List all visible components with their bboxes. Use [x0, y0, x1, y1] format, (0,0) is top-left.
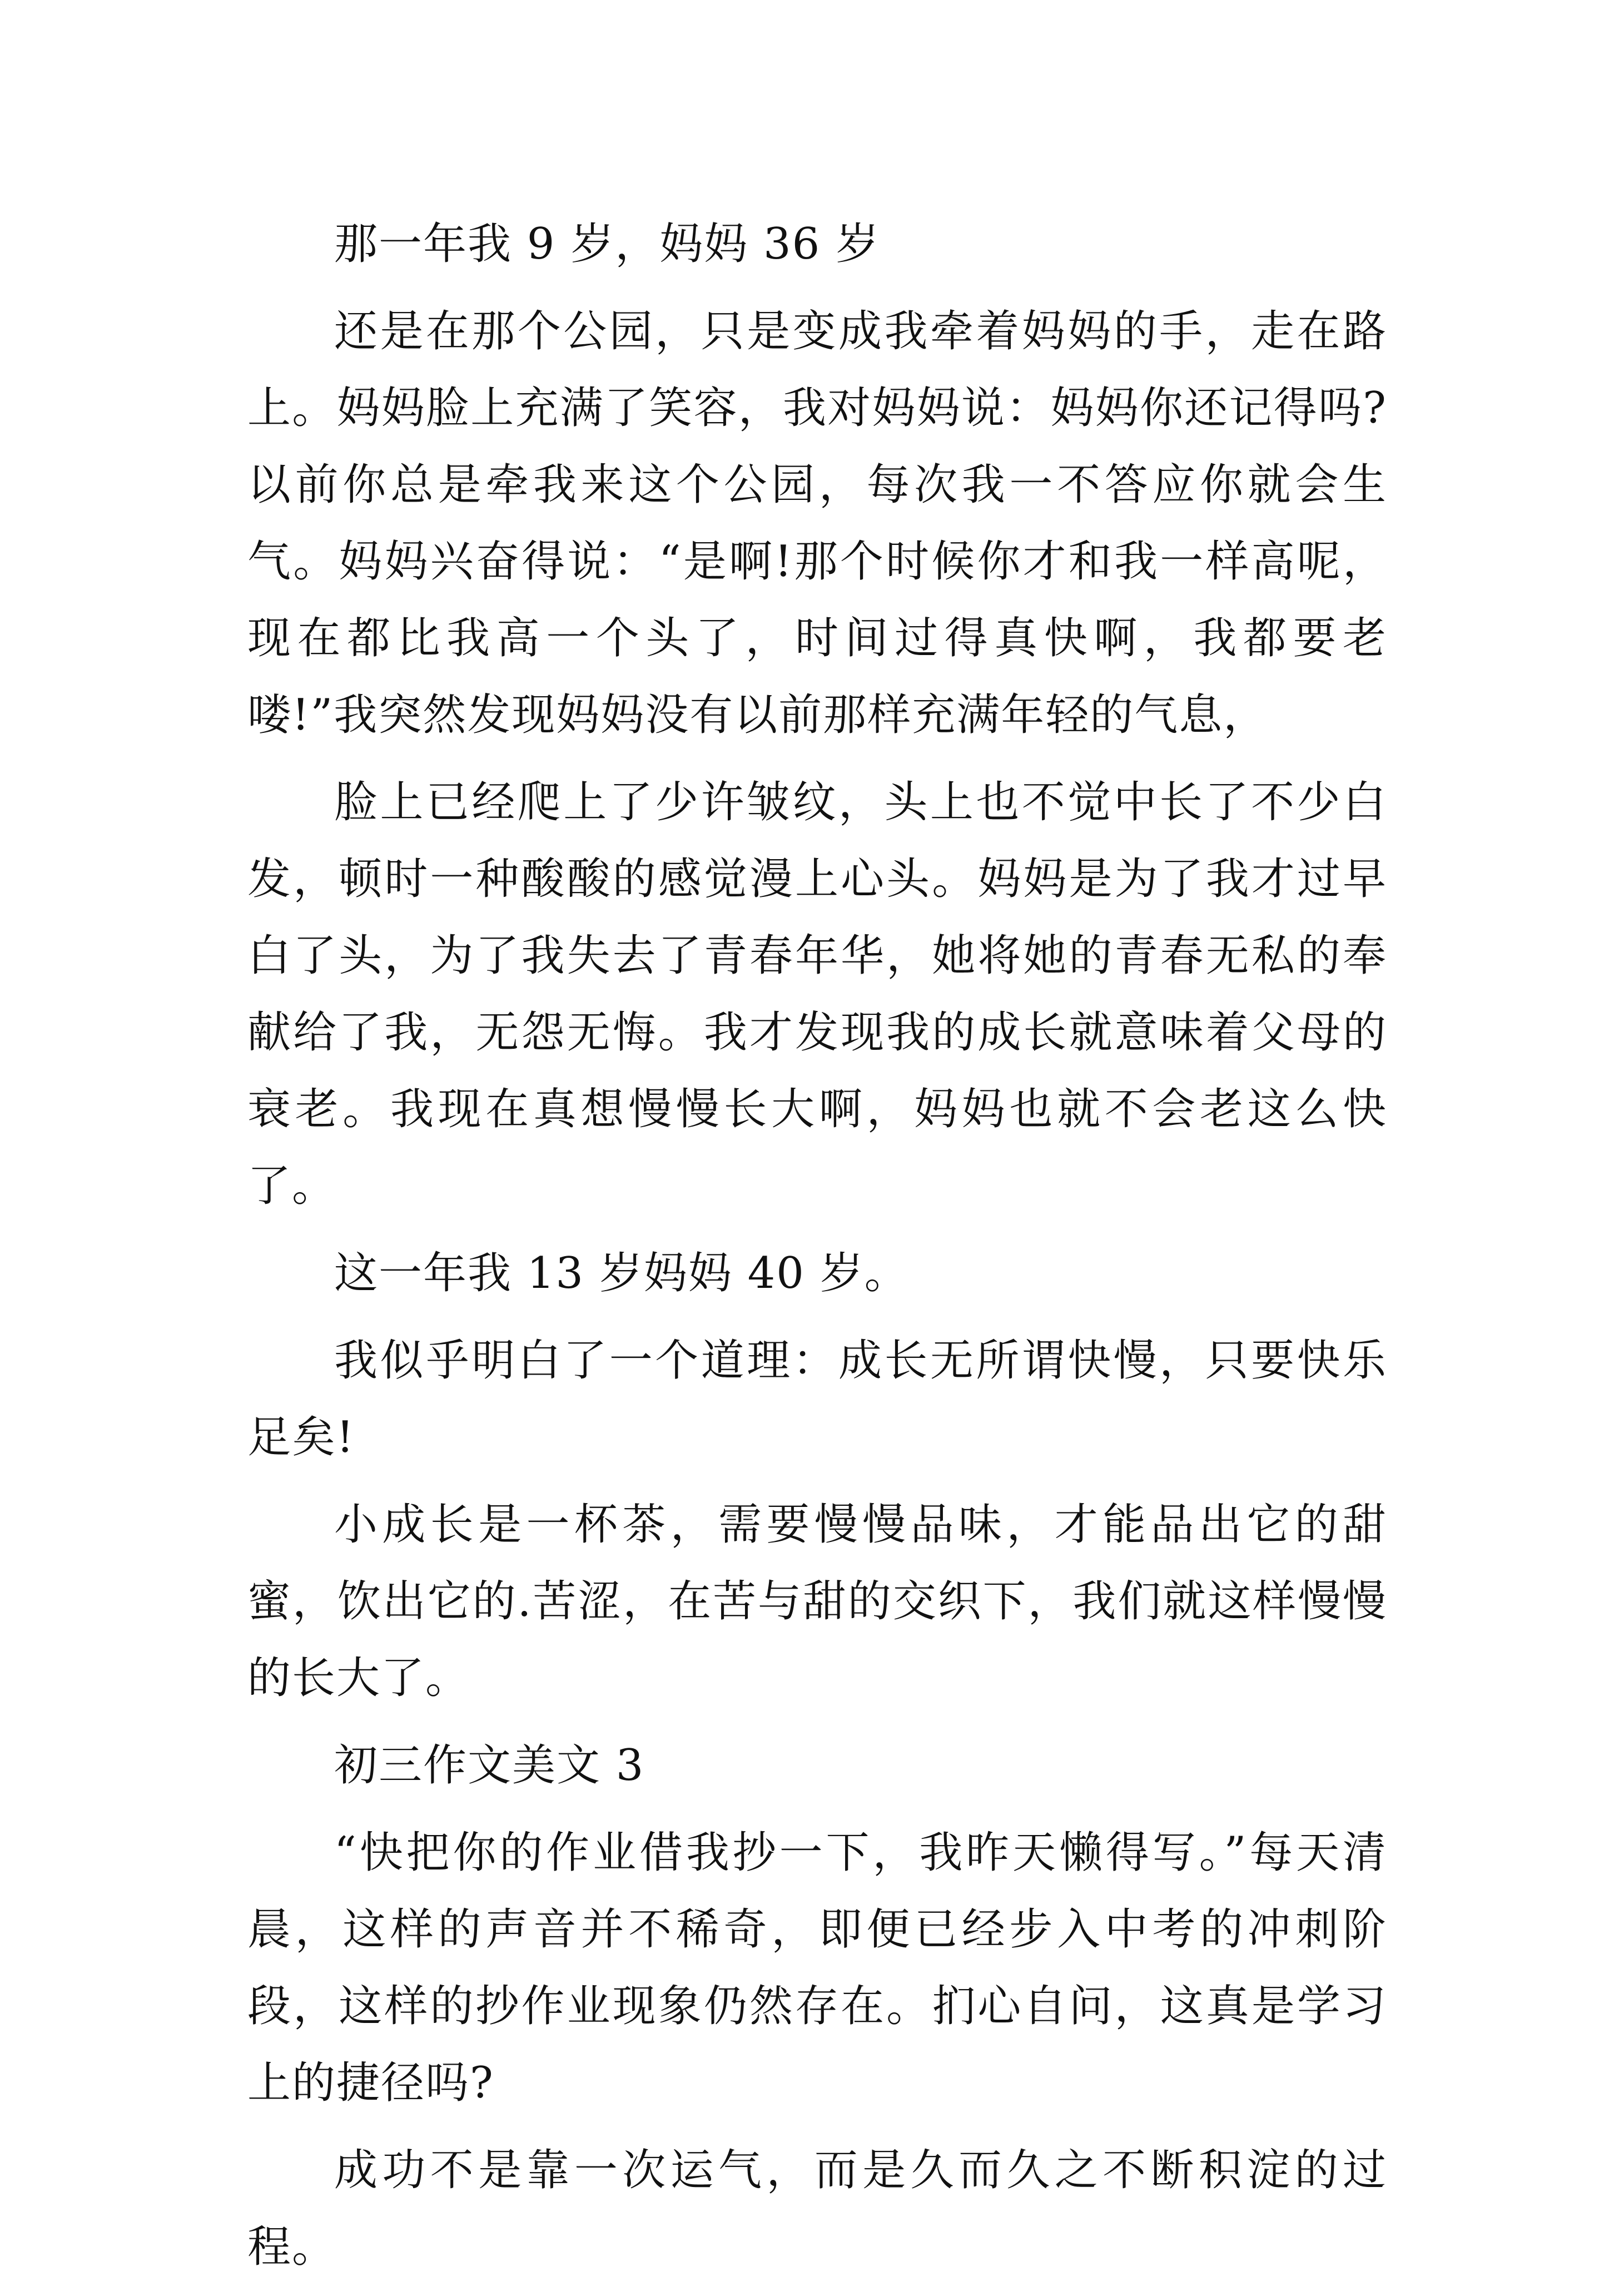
- paragraph-age-9: 那一年我 9 岁，妈妈 36 岁: [334, 219, 881, 269]
- paragraph-wrinkles: 脸上已经爬上了少许皱纹，头上也不觉中长了不少白发，顿时一种酸酸的感觉漫上心头。妈妈是为了我才过早白了头，为了我失去了青春年华，她将她的青春无私的奉献给了我，无怨无悔。我才发现我的成长就意味着父母的衰老。我现在真想慢慢长大啊，妈妈也就不会老这么快了。: [247, 777, 1387, 1211]
- paragraph-age-13: 这一年我 13 岁妈妈 40 岁。: [334, 1248, 909, 1298]
- paragraph-copy-homework: “快把你的作业借我抄一下，我昨天懒得写。”每天清晨，这样的声音并不稀奇，即便已经步入中考的冲刺阶段，这样的抄作业现象仍然存在。扪心自问，这真是学习上的捷径吗?: [247, 1828, 1387, 2108]
- paragraph-park-walk: 还是在那个公园，只是变成我牵着妈妈的手，走在路上。妈妈脸上充满了笑容，我对妈妈说：妈妈你还记得吗?以前你总是牵我来这个公园，每次我一不答应你就会生气。妈妈兴奋得说：“是啊!那个时候你才和我一样高呢，现在都比我高一个头了，时间过得真快啊，我都要老喽!”我突然发现妈妈没有以前那样充满年轻的气息，: [247, 306, 1387, 740]
- document-body: [247, 206, 1387, 2296]
- paragraph-success: 成功不是靠一次运气，而是久而久之不断积淀的过程。: [247, 2145, 1387, 2272]
- section-heading: 初三作文美文 3: [334, 1740, 645, 1791]
- paragraph-tea-metaphor: 小成长是一杯茶，需要慢慢品味，才能品出它的甜蜜，饮出它的.苦涩，在苦与甜的交织下，我们就这样慢慢的长大了。: [247, 1500, 1387, 1703]
- paragraph-growth-principle: 我似乎明白了一个道理：成长无所谓快慢，只要快乐足矣!: [247, 1336, 1387, 1462]
